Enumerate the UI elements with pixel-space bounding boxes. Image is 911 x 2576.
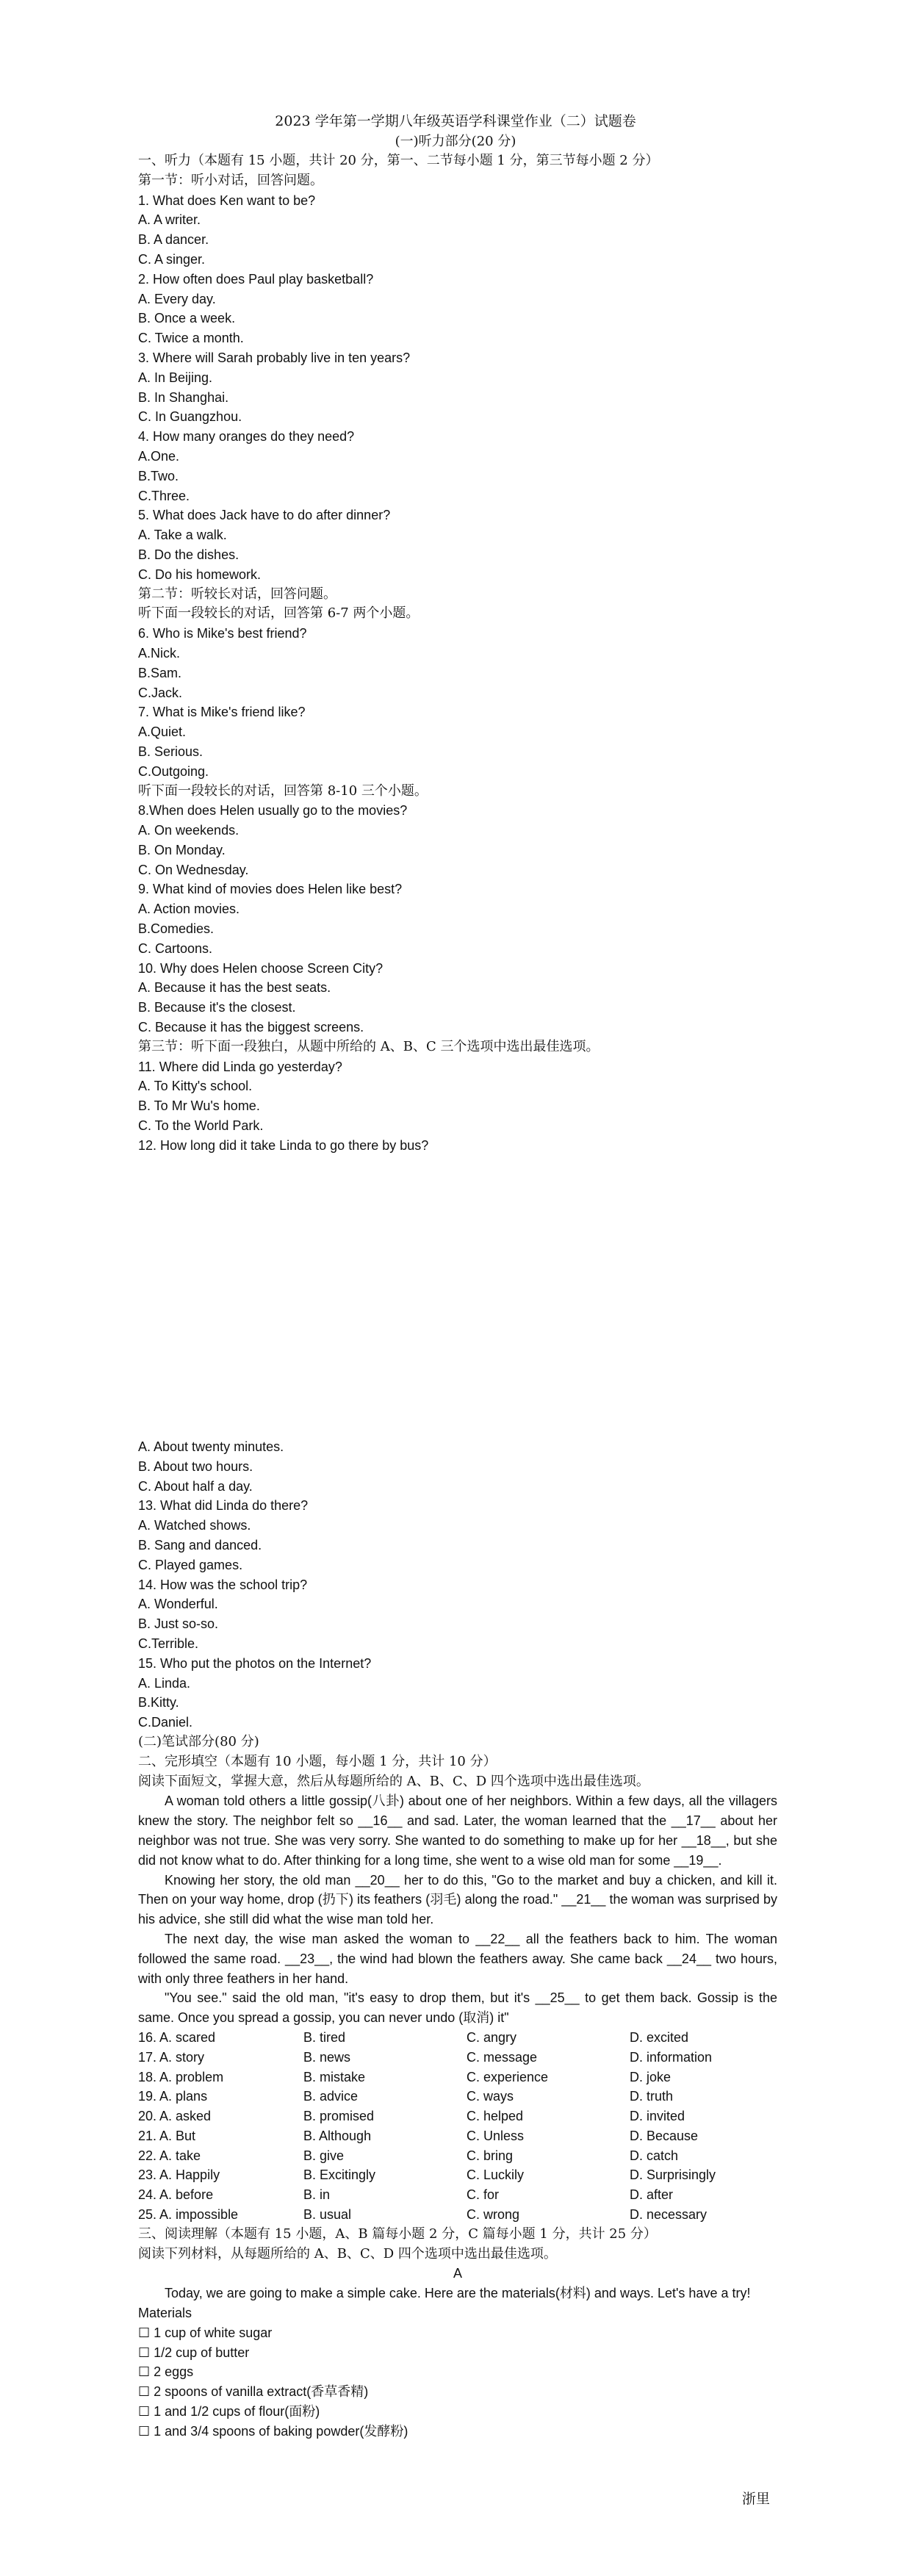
part-heading: 第二节：听较长对话，回答问题。 xyxy=(138,586,336,602)
option: 18. A. problem xyxy=(138,2069,224,2084)
option: B. Do the dishes. xyxy=(138,547,240,562)
option: B. Once a week. xyxy=(138,311,236,326)
option: C. A singer. xyxy=(138,251,206,267)
option: C.Terrible. xyxy=(138,1636,199,1651)
passage-label: A xyxy=(453,2266,462,2281)
option: C. angry xyxy=(467,2029,517,2045)
option: A.Quiet. xyxy=(138,724,187,740)
option: B. news xyxy=(303,2049,351,2065)
option: 24. A. before xyxy=(138,2187,214,2203)
option: B. Because it's the closest. xyxy=(138,1000,296,1015)
option: C. Unless xyxy=(467,2128,525,2143)
option: A.One. xyxy=(138,448,180,464)
option: C. Do his homework. xyxy=(138,566,262,582)
option: 20. A. asked xyxy=(138,2109,212,2124)
part-heading: 第三节：听下面一段独白，从题中所给的 A、B、C 三个选项中选出最佳选项。 xyxy=(138,1038,599,1054)
option: A. Linda. xyxy=(138,1675,191,1691)
option: B. Just so-so. xyxy=(138,1616,219,1632)
part-instruction: 听下面一段较长的对话，回答第 8-10 三个小题。 xyxy=(138,782,428,799)
option: D. information xyxy=(630,2049,713,2065)
question: 3. Where will Sarah probably live in ten years? xyxy=(138,350,411,365)
listening-section-top xyxy=(138,151,777,1156)
option: A. A writer. xyxy=(138,212,201,228)
option: B. About two hours. xyxy=(138,1458,253,1474)
option: D. invited xyxy=(630,2109,685,2124)
cloze-paragraph-4: "You see." said the old man, "it's easy to drop them, but it's __25__ to get them back. Gossip is the same. Once you spread a gossip, you can never undo (取消) it" xyxy=(138,1990,777,2026)
option: B. In Shanghai. xyxy=(138,389,229,405)
option: B. advice xyxy=(303,2089,359,2104)
option: A. About twenty minutes. xyxy=(138,1439,284,1454)
option: C. Played games. xyxy=(138,1557,243,1572)
page-footer: 浙里 xyxy=(742,2491,771,2507)
question: 11. Where did Linda go yesterday? xyxy=(138,1059,342,1074)
option: A. Take a walk. xyxy=(138,528,227,543)
option: A.Nick. xyxy=(138,645,181,661)
option: C.Outgoing. xyxy=(138,763,209,779)
question: 8.When does Helen usually go to the movies? xyxy=(138,803,408,819)
cloze-paragraph-1: A woman told others a little gossip(八卦) about one of her neighbors. Within a few days, all the villagers knew the story. The neighbor felt so __16__ and sad. Later, the woman learned that the __17__ about her neighbor was not true. She was very sorry. She wanted to do something to make up for her __18__, but she did not know what to do. After thinking for a long time, she went to a wise old man for some __19__. xyxy=(138,1794,777,1868)
material-item: ☐ 2 eggs xyxy=(138,2364,194,2380)
option: B. usual xyxy=(303,2207,352,2223)
section-heading: 一、听力（本题有 15 小题，共计 20 分，第一、二节每小题 1 分，第三节每小题 2 分） xyxy=(138,153,659,168)
option: C. message xyxy=(467,2049,538,2065)
reading-instruction: 阅读下列材料，从每题所给的 A、B、C、D 四个选项中选出最佳选项。 xyxy=(138,2245,557,2262)
question: 10. Why does Helen choose Screen City? xyxy=(138,960,384,976)
option: B. Sang and danced. xyxy=(138,1537,262,1553)
question: 1. What does Ken want to be? xyxy=(138,193,316,208)
option: C. In Guangzhou. xyxy=(138,409,242,425)
option: D. after xyxy=(630,2187,674,2203)
option: A. Action movies. xyxy=(138,902,240,917)
option: C.Jack. xyxy=(138,685,183,700)
option: B. Serious. xyxy=(138,744,204,759)
question: 12. How long did it take Linda to go there by bus? xyxy=(138,1137,429,1153)
option: B. To Mr Wu's home. xyxy=(138,1098,260,1114)
part-heading: 第一节：听小对话，回答问题。 xyxy=(138,172,323,188)
cloze-paragraph-2: Knowing her story, the old man __20__ her to do this, "Go to the market and buy a chicken, and kill it. Then on your way home, drop (扔下) its feathers (羽毛) along the road." __21__ the woman was surprised by his advice, she still did what the wise man told her. xyxy=(138,1872,777,1927)
option: 23. A. Happily xyxy=(138,2167,220,2183)
option: A. Watched shows. xyxy=(138,1518,251,1533)
option: C. ways xyxy=(467,2089,514,2104)
option: A. In Beijing. xyxy=(138,370,213,385)
material-item: ☐ 2 spoons of vanilla extract(香草香精) xyxy=(138,2384,369,2400)
option: 17. A. story xyxy=(138,2049,205,2065)
option: D. Surprisingly xyxy=(630,2167,716,2183)
option: C. bring xyxy=(467,2148,514,2163)
option: B.Two. xyxy=(138,468,179,483)
cloze-heading: 二、完形填空（本题有 10 小题，每小题 1 分，共计 10 分） xyxy=(138,1753,497,1769)
option: D. truth xyxy=(630,2089,674,2104)
option: A. On weekends. xyxy=(138,823,240,838)
option: A. Every day. xyxy=(138,291,216,306)
option: A. To Kitty's school. xyxy=(138,1079,253,1094)
listening-section-bottom xyxy=(138,1437,777,2442)
option: 22. A. take xyxy=(138,2148,201,2163)
question: 15. Who put the photos on the Internet? xyxy=(138,1655,372,1671)
option: C. To the World Park. xyxy=(138,1118,264,1134)
option: C. About half a day. xyxy=(138,1478,253,1494)
cloze-instruction: 阅读下面短文，掌握大意，然后从每题所给的 A、B、C、D 四个选项中选出最佳选项。 xyxy=(138,1773,649,1789)
option: B. in xyxy=(303,2187,331,2203)
option: C. wrong xyxy=(467,2207,520,2223)
option: B. A dancer. xyxy=(138,232,209,248)
option: B. give xyxy=(303,2148,345,2163)
option: D. excited xyxy=(630,2029,689,2045)
option: B.Comedies. xyxy=(138,921,215,937)
option: B.Kitty. xyxy=(138,1695,179,1710)
option: D. catch xyxy=(630,2148,679,2163)
cloze-options-grid xyxy=(138,2028,777,2225)
option: 16. A. scared xyxy=(138,2029,216,2045)
option: B. promised xyxy=(303,2109,375,2124)
option: B. tired xyxy=(303,2029,346,2045)
reading-heading: 三、阅读理解（本题有 15 小题，A、B 篇每小题 2 分，C 篇每小题 1 分，共计 25 分） xyxy=(138,2226,657,2242)
option: A. Because it has the best seats. xyxy=(138,980,331,996)
option: B. Although xyxy=(303,2128,372,2143)
page-subtitle: (一)听力部分(20 分) xyxy=(395,134,516,149)
option: C. experience xyxy=(467,2069,549,2084)
material-item: ☐ 1 cup of white sugar xyxy=(138,2325,273,2340)
option: C. for xyxy=(467,2187,500,2203)
option: D. joke xyxy=(630,2069,671,2084)
option: C. Cartoons. xyxy=(138,940,213,956)
question: 14. How was the school trip? xyxy=(138,1577,308,1592)
option: B.Sam. xyxy=(138,665,182,680)
option: B. On Monday. xyxy=(138,842,226,857)
question: 4. How many oranges do they need? xyxy=(138,429,355,445)
option: C. Because it has the biggest screens. xyxy=(138,1020,364,1035)
question: 13. What did Linda do there? xyxy=(138,1498,309,1514)
option: 21. A. But xyxy=(138,2128,196,2143)
option: D. necessary xyxy=(630,2207,707,2223)
option: C. On Wednesday. xyxy=(138,862,249,877)
question: 2. How often does Paul play basketball? xyxy=(138,271,374,287)
option: 19. A. plans xyxy=(138,2089,208,2104)
option: D. Because xyxy=(630,2128,699,2143)
material-item: ☐ 1 and 1/2 cups of flour(面粉) xyxy=(138,2404,320,2420)
option: C. Twice a month. xyxy=(138,331,244,346)
cloze-paragraph-3: The next day, the wise man asked the woman to __22__ all the feathers back to him. The woman followed the same road. __23__, the wind had blown the feathers away. She came back __24__ two hours, with only three feathers in her hand. xyxy=(138,1931,777,1986)
option: C.Three. xyxy=(138,488,190,503)
question: 5. What does Jack have to do after dinner? xyxy=(138,508,391,523)
question: 6. Who is Mike's best friend? xyxy=(138,626,307,641)
part-instruction: 听下面一段较长的对话，回答第 6-7 两个小题。 xyxy=(138,605,420,622)
written-heading: (二)笔试部分(80 分) xyxy=(138,1733,259,1749)
option: C. helped xyxy=(467,2109,524,2124)
page-title: 2023 学年第一学期八年级英语学科课堂作业（二）试题卷 xyxy=(275,113,636,129)
option: C. Luckily xyxy=(467,2167,525,2183)
question: 9. What kind of movies does Helen like best? xyxy=(138,882,403,897)
material-item: ☐ 1/2 cup of butter xyxy=(138,2345,250,2360)
option: A. Wonderful. xyxy=(138,1597,218,1612)
materials-label: Materials xyxy=(138,2306,192,2321)
reading-intro: Today, we are going to make a simple cake. Here are the materials(材料) and ways. Let's have a try! xyxy=(165,2286,751,2301)
question: 7. What is Mike's friend like? xyxy=(138,705,306,720)
option: C.Daniel. xyxy=(138,1715,193,1730)
option: 25. A. impossible xyxy=(138,2207,239,2223)
material-item: ☐ 1 and 3/4 spoons of baking powder(发酵粉) xyxy=(138,2423,408,2439)
option: B. mistake xyxy=(303,2069,366,2084)
option: B. Excitingly xyxy=(303,2167,376,2183)
